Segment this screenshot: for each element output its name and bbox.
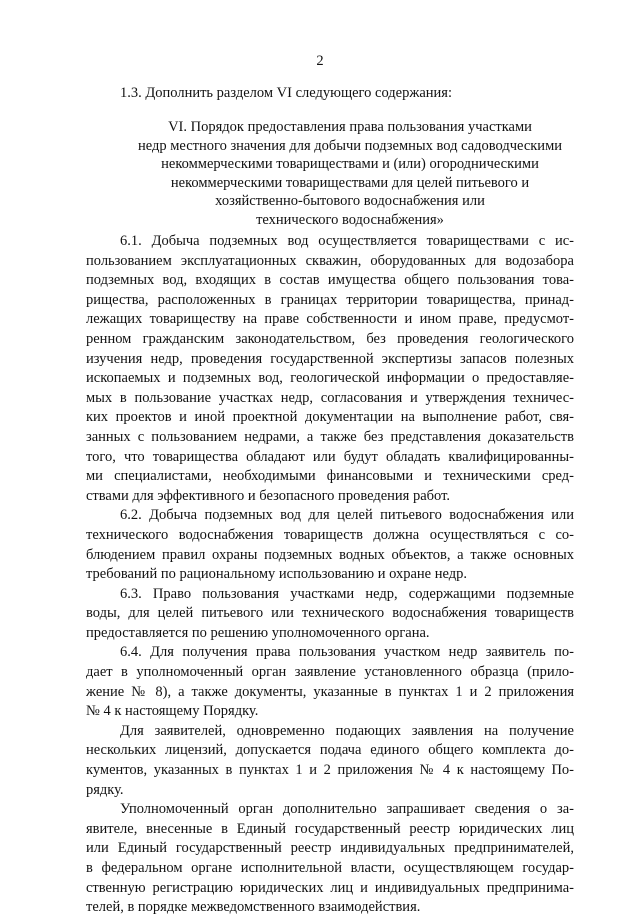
paragraph-line: 6.3. Право пользования участками недр, содержащими подземные <box>120 585 574 602</box>
section-heading-line: некоммерческими товариществами и (или) огородническими <box>161 156 539 173</box>
paragraph <box>86 800 574 918</box>
section-heading-line: некоммерческими товариществами для целей питьевого и <box>170 174 530 191</box>
paragraph-line: мых в пользование участках недр, согласования и утверждения техничес- <box>86 389 574 406</box>
paragraph-line: технического водоснабжения товариществ должна осуществляться с со- <box>86 526 574 543</box>
paragraph-line: лежащих товариществу на праве собственности и ином праве, предусмот- <box>86 311 574 328</box>
paragraph-line: ренном гражданским законодательством, без проведения геологического <box>86 330 574 347</box>
paragraph <box>86 643 574 721</box>
paragraph-line: нескольких лицензий, допускается подача единого общего комплекта до- <box>86 742 574 759</box>
section-heading-line: VI. Порядок предоставления права пользования участками <box>168 119 532 135</box>
paragraph <box>86 232 574 506</box>
paragraph-line: или Единый государственный реестр индивидуальных предпринимателей, <box>86 840 574 857</box>
section-heading-line: хозяйственно-бытового водоснабжения или <box>215 193 485 210</box>
paragraph-line: Уполномоченный орган дополнительно запрашивает сведения о за- <box>120 801 574 818</box>
paragraph-line: того, что товарищества обладают или будут обладать квалифицированны- <box>86 448 574 465</box>
paragraph-line: жение № 8), а также документы, указанные в пунктах 1 и 2 приложения <box>86 683 574 700</box>
paragraph-line: ми специалистами, необходимыми финансовыми и техническими сред- <box>86 468 574 485</box>
paragraph <box>86 506 574 584</box>
paragraph-line: 6.4. Для получения права пользования участком недр заявитель по- <box>120 644 574 661</box>
paragraph-line: подземных вод, входящих в состав имущества общего пользования това- <box>86 272 574 289</box>
paragraph <box>86 585 574 644</box>
paragraph-line: кументов, указанных в пунктах 1 и 2 приложения № 4 к настоящему По- <box>86 762 574 779</box>
paragraph-line: ствами для эффективного и безопасного проведения работ. <box>86 487 450 504</box>
paragraph-line: ких проектов и иной проектной документации на выполнение работ, свя- <box>86 409 574 426</box>
paragraph-line: Для заявителей, одновременно подающих заявления на получение <box>120 722 574 739</box>
document-body <box>86 232 574 918</box>
paragraph-line: ископаемых и подземных вод, геологической информации о предоставляе- <box>86 370 574 387</box>
paragraph-line: в федеральном органе исполнительной власти, осуществляющем государ- <box>86 860 574 876</box>
paragraph-line: требований по рациональному использованию и охране недр. <box>86 566 467 583</box>
paragraph-line: 6.1. Добыча подземных вод осуществляется товариществами с ис- <box>120 233 574 249</box>
paragraph-line: дает в уполномоченный орган заявление установленного образца (прило- <box>86 664 574 681</box>
page-number: 2 <box>316 53 324 69</box>
paragraph-line: занных с пользованием недрами, а также без представления доказательств <box>86 428 574 445</box>
section-heading <box>100 118 600 230</box>
paragraph-line: явителе, внесенные в Единый государственный реестр юридических лиц <box>86 820 574 837</box>
paragraph-line: 6.2. Добыча подземных вод для целей питьевого водоснабжения или <box>120 507 574 524</box>
paragraph-line: изучения недр, проведения государственной экспертизы запасов полезных <box>86 350 574 367</box>
paragraph <box>86 722 574 800</box>
paragraph-line: ственную регистрацию юридических лиц и индивидуальных предпринима- <box>86 879 574 896</box>
paragraph-line: телей, в порядке межведомственного взаимодействия. <box>86 899 421 916</box>
paragraph-line: блюдением правил охраны подземных водных объектов, а также основных <box>86 546 574 563</box>
paragraph-line: рядку. <box>86 781 124 798</box>
section-heading-line: технического водоснабжения» <box>256 211 444 228</box>
section-heading-line: недр местного значения для добычи подземных вод садоводческими <box>137 137 563 154</box>
paragraph-line: воды, для целей питьевого или технического водоснабжения товариществ <box>86 605 574 622</box>
paragraph-line: № 4 к настоящему Порядку. <box>86 703 259 720</box>
paragraph-line: пользованием эксплуатационных скважин, оборудованных для водозабора <box>86 252 574 269</box>
paragraph-line: предоставляется по решению уполномоченного органа. <box>86 624 430 641</box>
paragraph-line: рищества, расположенных в границах территории товарищества, принад- <box>86 291 574 308</box>
amendment-intro: 1.3. Дополнить разделом VI следующего содержания: <box>120 85 453 101</box>
